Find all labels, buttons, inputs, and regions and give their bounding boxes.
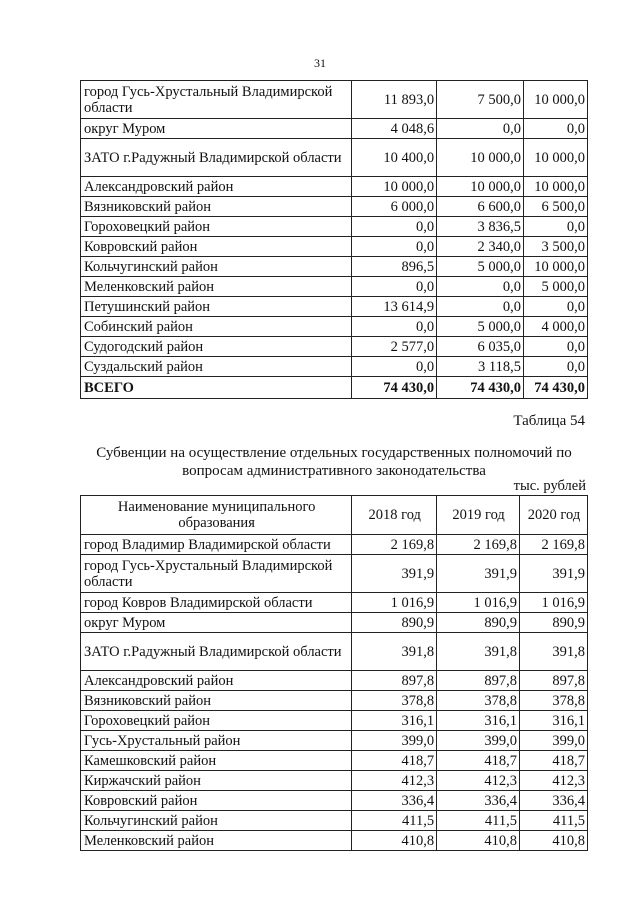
header-2020: 2020 год [520, 496, 588, 535]
cell-2020: 0,0 [524, 357, 588, 377]
table-row [81, 671, 588, 691]
cell-2020: 411,5 [520, 811, 588, 831]
cell-2019: 10 000,0 [437, 177, 524, 197]
cell-name: Ковровский район [81, 237, 352, 257]
cell-2018: 411,5 [352, 811, 437, 831]
cell-2019: 3 836,5 [437, 217, 524, 237]
cell-2019: 412,3 [437, 771, 520, 791]
table-row [81, 317, 588, 337]
table-row [81, 731, 588, 751]
table-row [81, 593, 588, 613]
caption-line-2: вопросам административного законодательства [182, 463, 486, 479]
table-row [81, 711, 588, 731]
cell-2018: 0,0 [352, 237, 437, 257]
cell-name: округ Муром [81, 119, 352, 139]
cell-name: город Владимир Владимирской области [81, 535, 352, 555]
cell-name: Вязниковский район [81, 197, 352, 217]
cell-2020: 418,7 [520, 751, 588, 771]
cell-name: Киржачский район [81, 771, 352, 791]
cell-2018: 13 614,9 [352, 297, 437, 317]
cell-name: Петушинский район [81, 297, 352, 317]
total-2019: 74 430,0 [437, 377, 524, 399]
table-row [81, 555, 588, 593]
table-label: Таблица 54 [513, 413, 585, 429]
cell-2018: 6 000,0 [352, 197, 437, 217]
cell-2018: 316,1 [352, 711, 437, 731]
cell-name: город Гусь-Хрустальный Владимирской области [81, 81, 352, 119]
cell-2019: 7 500,0 [437, 81, 524, 119]
cell-name: Ковровский район [81, 791, 352, 811]
cell-2019: 378,8 [437, 691, 520, 711]
table-row [81, 751, 588, 771]
cell-2019: 0,0 [437, 119, 524, 139]
cell-name: город Гусь-Хрустальный Владимирской области [81, 555, 352, 593]
units-label: тыс. рублей [513, 478, 586, 494]
cell-2018: 896,5 [352, 257, 437, 277]
table-row [81, 139, 588, 177]
cell-2018: 336,4 [352, 791, 437, 811]
cell-name: Александровский район [81, 671, 352, 691]
cell-2020: 391,8 [520, 633, 588, 671]
cell-2020: 391,9 [520, 555, 588, 593]
cell-name: Гусь-Хрустальный район [81, 731, 352, 751]
cell-2018: 2 169,8 [352, 535, 437, 555]
cell-2020: 0,0 [524, 119, 588, 139]
cell-name: Меленковский район [81, 277, 352, 297]
caption-line-1: Субвенции на осуществление отдельных государственных полномочий по [96, 445, 572, 461]
cell-name: город Ковров Владимирской области [81, 593, 352, 613]
header-2018: 2018 год [352, 496, 437, 535]
cell-2018: 890,9 [352, 613, 437, 633]
cell-2020: 412,3 [520, 771, 588, 791]
header-name: Наименование муниципального образования [81, 496, 352, 535]
total-2020: 74 430,0 [524, 377, 588, 399]
cell-2019: 410,8 [437, 831, 520, 851]
cell-2020: 336,4 [520, 791, 588, 811]
table-continued [80, 80, 588, 399]
cell-2020: 6 500,0 [524, 197, 588, 217]
cell-2019: 5 000,0 [437, 317, 524, 337]
cell-2020: 2 169,8 [520, 535, 588, 555]
cell-2019: 399,0 [437, 731, 520, 751]
cell-name: округ Муром [81, 613, 352, 633]
cell-name: ЗАТО г.Радужный Владимирской области [81, 633, 352, 671]
cell-2019: 391,8 [437, 633, 520, 671]
cell-2020: 316,1 [520, 711, 588, 731]
cell-2018: 412,3 [352, 771, 437, 791]
cell-2019: 6 600,0 [437, 197, 524, 217]
cell-2020: 0,0 [524, 337, 588, 357]
cell-2018: 4 048,6 [352, 119, 437, 139]
cell-2020: 10 000,0 [524, 257, 588, 277]
cell-2020: 0,0 [524, 297, 588, 317]
cell-name: Судогодский район [81, 337, 352, 357]
cell-2020: 897,8 [520, 671, 588, 691]
cell-2018: 0,0 [352, 277, 437, 297]
cell-2018: 2 577,0 [352, 337, 437, 357]
table-row [81, 237, 588, 257]
cell-2018: 410,8 [352, 831, 437, 851]
table-row [81, 217, 588, 237]
cell-2020: 378,8 [520, 691, 588, 711]
cell-2020: 890,9 [520, 613, 588, 633]
cell-2019: 0,0 [437, 297, 524, 317]
cell-2018: 378,8 [352, 691, 437, 711]
cell-2019: 316,1 [437, 711, 520, 731]
cell-name: Вязниковский район [81, 691, 352, 711]
cell-2019: 391,9 [437, 555, 520, 593]
cell-2019: 10 000,0 [437, 139, 524, 177]
cell-2019: 2 340,0 [437, 237, 524, 257]
total-row [81, 377, 588, 399]
table-row [81, 357, 588, 377]
table-row [81, 297, 588, 317]
table-row [81, 177, 588, 197]
table-54 [80, 495, 588, 851]
cell-2019: 336,4 [437, 791, 520, 811]
cell-2020: 0,0 [524, 217, 588, 237]
cell-name: Собинский район [81, 317, 352, 337]
cell-2019: 3 118,5 [437, 357, 524, 377]
cell-2018: 418,7 [352, 751, 437, 771]
cell-name: Гороховецкий район [81, 711, 352, 731]
table-row [81, 197, 588, 217]
cell-2019: 2 169,8 [437, 535, 520, 555]
cell-name: Кольчугинский район [81, 811, 352, 831]
cell-2018: 391,8 [352, 633, 437, 671]
cell-name: ЗАТО г.Радужный Владимирской области [81, 139, 352, 177]
cell-2020: 399,0 [520, 731, 588, 751]
cell-2020: 410,8 [520, 831, 588, 851]
table-row [81, 81, 588, 119]
total-2018: 74 430,0 [352, 377, 437, 399]
cell-2019: 411,5 [437, 811, 520, 831]
cell-2020: 4 000,0 [524, 317, 588, 337]
table-row [81, 535, 588, 555]
cell-name: Суздальский район [81, 357, 352, 377]
table-row [81, 337, 588, 357]
cell-2018: 10 000,0 [352, 177, 437, 197]
table-row [81, 811, 588, 831]
table-caption [80, 444, 588, 480]
cell-2019: 418,7 [437, 751, 520, 771]
cell-2020: 1 016,9 [520, 593, 588, 613]
cell-2020: 10 000,0 [524, 177, 588, 197]
cell-2019: 890,9 [437, 613, 520, 633]
cell-2019: 0,0 [437, 277, 524, 297]
cell-2018: 391,9 [352, 555, 437, 593]
cell-2020: 10 000,0 [524, 139, 588, 177]
cell-name: Кольчугинский район [81, 257, 352, 277]
total-label: ВСЕГО [81, 377, 352, 399]
cell-name: Меленковский район [81, 831, 352, 851]
cell-2019: 1 016,9 [437, 593, 520, 613]
table-row [81, 613, 588, 633]
cell-2018: 399,0 [352, 731, 437, 751]
table-row [81, 691, 588, 711]
cell-2018: 0,0 [352, 357, 437, 377]
cell-2019: 6 035,0 [437, 337, 524, 357]
table-header-row [81, 496, 588, 535]
cell-2020: 10 000,0 [524, 81, 588, 119]
cell-2018: 1 016,9 [352, 593, 437, 613]
cell-2018: 0,0 [352, 317, 437, 337]
cell-2018: 11 893,0 [352, 81, 437, 119]
header-2019: 2019 год [437, 496, 520, 535]
table-row [81, 277, 588, 297]
cell-name: Гороховецкий район [81, 217, 352, 237]
table-row [81, 771, 588, 791]
cell-2018: 10 400,0 [352, 139, 437, 177]
cell-2018: 897,8 [352, 671, 437, 691]
cell-2018: 0,0 [352, 217, 437, 237]
cell-2019: 897,8 [437, 671, 520, 691]
cell-name: Камешковский район [81, 751, 352, 771]
page-number: 31 [314, 56, 326, 70]
table-row [81, 633, 588, 671]
table-row [81, 119, 588, 139]
cell-2020: 3 500,0 [524, 237, 588, 257]
table-row [81, 791, 588, 811]
cell-name: Александровский район [81, 177, 352, 197]
cell-2020: 5 000,0 [524, 277, 588, 297]
table-row [81, 831, 588, 851]
table-row [81, 257, 588, 277]
cell-2019: 5 000,0 [437, 257, 524, 277]
